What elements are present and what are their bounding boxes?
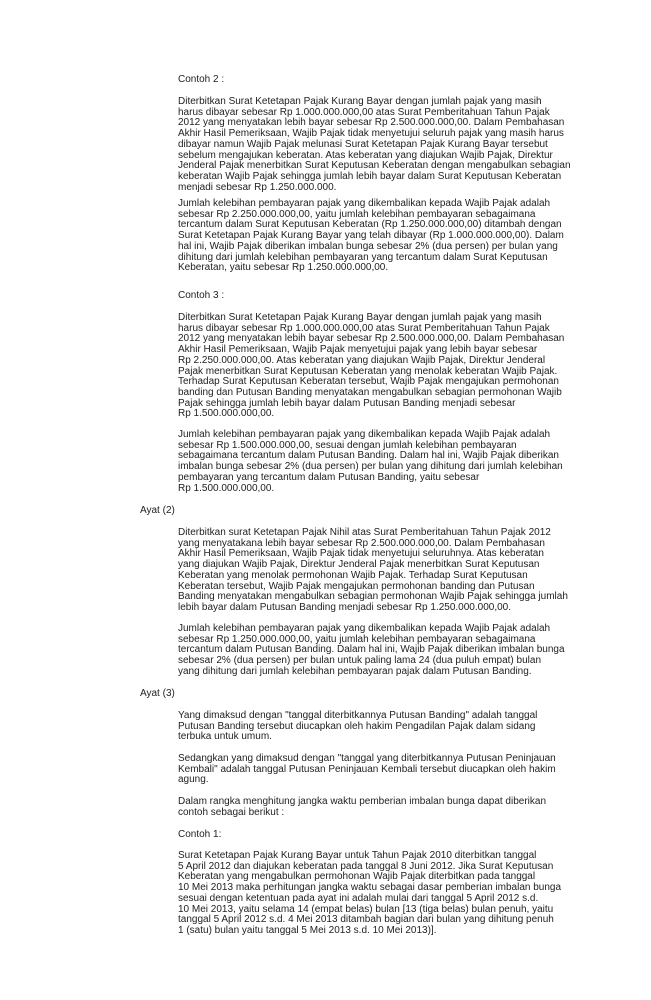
text-line: yang dihitung dari jumlah kelebihan pembayaran pajak dalam Putusan Banding. [178, 665, 532, 677]
text-line: Diterbitkan surat Ketetapan Pajak Nihil atas Surat Pemberitahuan Tahun Pajak 2012 [178, 527, 551, 538]
text-line: Akhir Hasil Pemeriksaan, Wajib Pajak menyetujui pajak yang lebih bayar sebesar [178, 344, 538, 356]
text-line: Banding menyatakan mengabulkan sebagian permohonan Wajib Pajak sehingga jumlah [178, 591, 568, 603]
contoh-2-heading: Contoh 2 : [178, 74, 225, 85]
text-line: Pajak sehingga jumlah lebih bayar dalam Putusan Banding menjadi sebesar [178, 397, 516, 409]
text-line: tanggal 5 April 2012 s.d. 4 Mei 2013 ditambah bagian dari bulan yang dihitung penuh [178, 914, 554, 926]
text-line: contoh sebagai berikut : [178, 806, 285, 818]
text-line: Keberatan, yaitu sebesar Rp 1.250.000.000,00. [178, 262, 389, 274]
text-line: Yang dimaksud dengan "tanggal diterbitkannya Putusan Banding" adalah tanggal [178, 710, 538, 721]
contoh-2-paragraph-2 [178, 199, 564, 274]
text-line: sesuai dengan ketentuan pada ayat ini adalah mulai dari tanggal 5 April 2012 s.d. [178, 892, 539, 904]
text-line: Surat Ketetapan Pajak Kurang Bayar yang telah dibayar (Rp 1.000.000.000,00). Dalam [178, 230, 564, 242]
text-line: sebesar Rp 1.250.000.000,00, yaitu jumlah kelebihan pembayaran sebagaimana [178, 633, 536, 645]
text-line: Sedangkan yang dimaksud dengan "tanggal yang diterbitkannya Putusan Peninjauan [178, 753, 556, 764]
text-line: harus dibayar sebesar Rp 1.000.000.000,00 atas Surat Pemberitahuan Tahun Pajak [178, 106, 550, 118]
text-line: Surat Ketetapan Pajak Kurang Bayar untuk Tahun Pajak 2010 diterbitkan tanggal [178, 850, 537, 861]
text-line: hal ini, Wajib Pajak diberikan imbalan bunga sebesar 2% (dua persen) per bulan yang [178, 240, 558, 252]
text-line: lebih bayar dalam Putusan Banding menjadi sebesar Rp 1.250.000.000,00. [178, 601, 512, 613]
text-line: Terhadap Surat Keputusan Keberatan tersebut, Wajib Pajak mengajukan permohonan [178, 376, 559, 388]
text-line: Kembali" adalah tanggal Putusan Peninjauan Kembali tersebut diucapkan oleh hakim [178, 763, 556, 775]
contoh-2-paragraph-1 [178, 97, 571, 193]
ayat-2-label: Ayat (2) [140, 505, 175, 516]
text-line: pembayaran yang tercantum dalam Putusan Banding, yaitu sebesar [178, 471, 480, 483]
ayat-2-paragraph-2 [178, 624, 565, 678]
text-line: Rp 2.250.000.000,00. Atas keberatan yang diajukan Wajib Pajak, Direktur Jenderal [178, 354, 546, 366]
text-line: Akhir Hasil Pemeriksaan, Wajib Pajak tidak menyetujui seluruhnya. Atas keberatan [178, 548, 544, 560]
text-line: sebesar Rp 2.250.000.000,00, yaitu jumlah kelebihan pembayaran sebagaimana [178, 208, 536, 220]
text-line: sebelum mengajukan keberatan. Atas keberatan yang diajukan Wajib Pajak, Direktur [178, 149, 553, 161]
ayat-3-label: Ayat (3) [140, 688, 175, 699]
text-line: tercantum dalam Surat Keputusan Keberatan (Rp 1.250.000.000,00) ditambah dengan [178, 219, 562, 231]
text-line: Jenderal Pajak menerbitkan Surat Keputusan Keberatan dengan mengabulkan sebagian [178, 160, 571, 172]
contoh-3-paragraph-2 [178, 430, 563, 494]
text-line: tercantum dalam Putusan Banding. Dalam hal ini, Wajib Pajak diberikan imbalan bunga [178, 644, 565, 656]
text-line: Pajak menerbitkan Surat Keputusan Keberatan yang menolak keberatan Wajib Pajak. [178, 365, 558, 377]
text-line: Jumlah kelebihan pembayaran pajak yang dikembalikan kepada Wajib Pajak adalah [178, 429, 551, 440]
text-line: sebesar Rp 1.500.000.000,00, sesuai dengan jumlah kelebihan pembayaran [178, 439, 517, 451]
text-line: Jumlah kelebihan pembayaran pajak yang dikembalikan kepada Wajib Pajak adalah [178, 198, 551, 209]
ayat-3-paragraph-1 [178, 711, 537, 743]
text-line: menjadi sebesar Rp 1.250.000.000. [178, 181, 337, 193]
text-line: 10 Mei 2013, yaitu selama 14 (empat belas) bulan [13 (tiga belas) bulan penuh, yaitu [178, 903, 554, 915]
text-line: Putusan Banding tersebut diucapkan oleh hakim Pengadilan Pajak dalam sidang [178, 720, 536, 732]
ayat-3-paragraph-3 [178, 797, 546, 818]
text-line: imbalan bunga sebesar 2% (dua persen) per bulan yang dihitung dari jumlah kelebihan [178, 461, 563, 473]
text-line: Dalam rangka menghitung jangka waktu pemberian imbalan bunga dapat diberikan [178, 796, 547, 807]
text-line: sebagaimana tercantum dalam Putusan Banding. Dalam hal ini, Wajib Pajak diberikan [178, 450, 559, 462]
text-line: Akhir Hasil Pemeriksaan, Wajib Pajak tidak menyetujui seluruh pajak yang masih harus [178, 128, 564, 140]
text-line: 5 April 2012 dan diajukan keberatan pada tanggal 8 Juni 2012. Jika Surat Keputusan [178, 860, 554, 872]
text-line: dibayar namun Wajib Pajak melunasi Surat Ketetapan Pajak Kurang Bayar tersebut [178, 138, 548, 150]
text-line: Keberatan yang mengabulkan permohonan Wajib Pajak diterbitkan pada tanggal [178, 871, 536, 883]
contoh-1-paragraph [178, 851, 561, 937]
text-line: Rp 1.500.000.000,00. [178, 482, 275, 494]
text-line: dihitung dari jumlah kelebihan pembayaran yang tercantum dalam Surat Keputusan [178, 251, 548, 263]
text-line: 10 Mei 2013 maka perhitungan jangka waktu sebagai dasar pemberian imbalan bunga [178, 882, 562, 894]
contoh-3-heading: Contoh 3 : [178, 290, 225, 301]
text-line: Keberatan tersebut, Wajib Pajak mengajukan permohonan banding dan Putusan [178, 580, 535, 592]
text-line: sebesar 2% (dua persen) per bulan untuk paling lama 24 (dua puluh empat) bulan [178, 655, 542, 667]
contoh-3-paragraph-1 [178, 313, 564, 420]
ayat-3-paragraph-2 [178, 754, 556, 786]
text-line: banding dan Putusan Banding menyatakan mengabulkan sebagian permohonan Wajib [178, 386, 562, 398]
text-line: keberatan Wajib Pajak sehingga jumlah lebih bayar dalam Surat Keputusan Keberatan [178, 170, 562, 182]
text-line: Diterbitkan Surat Ketetapan Pajak Kurang Bayar dengan jumlah pajak yang masih [178, 96, 542, 107]
text-line: agung. [178, 774, 209, 786]
text-line: terbuka untuk umum. [178, 731, 272, 743]
ayat-2-paragraph-1 [178, 528, 568, 614]
text-line: yang menyatakana lebih bayar sebesar Rp 2.500.000.000,00. Dalam Pembahasan [178, 537, 545, 549]
text-line: Jumlah kelebihan pembayaran pajak yang dikembalikan kepada Wajib Pajak adalah [178, 623, 551, 634]
text-line: Rp 1.500.000.000,00. [178, 408, 275, 420]
text-line: Keberatan yang menolak permohonan Wajib Pajak. Terhadap Surat Keputusan [178, 569, 528, 581]
contoh-1-heading: Contoh 1: [178, 829, 222, 840]
text-line: harus dibayar sebesar Rp 1.000.000.000,00 atas Surat Pemberitahuan Tahun Pajak [178, 322, 550, 334]
text-line: Diterbitkan Surat Ketetapan Pajak Kurang Bayar dengan jumlah pajak yang masih [178, 312, 542, 323]
text-line: 2012 yang menyatakan lebih bayar sebesar Rp 2.500.000.000,00. Dalam Pembahasan [178, 117, 565, 129]
text-line: 1 (satu) bulan yaitu tanggal 5 Mei 2013 s.d. 10 Mei 2013)]. [178, 924, 437, 936]
text-line: yang diajukan Wajib Pajak, Direktur Jenderal Pajak menerbitkan Surat Keputusan [178, 559, 540, 571]
text-line: 2012 yang menyatakan lebih bayar sebesar Rp 2.500.000.000,00. Dalam Pembahasan [178, 333, 565, 345]
